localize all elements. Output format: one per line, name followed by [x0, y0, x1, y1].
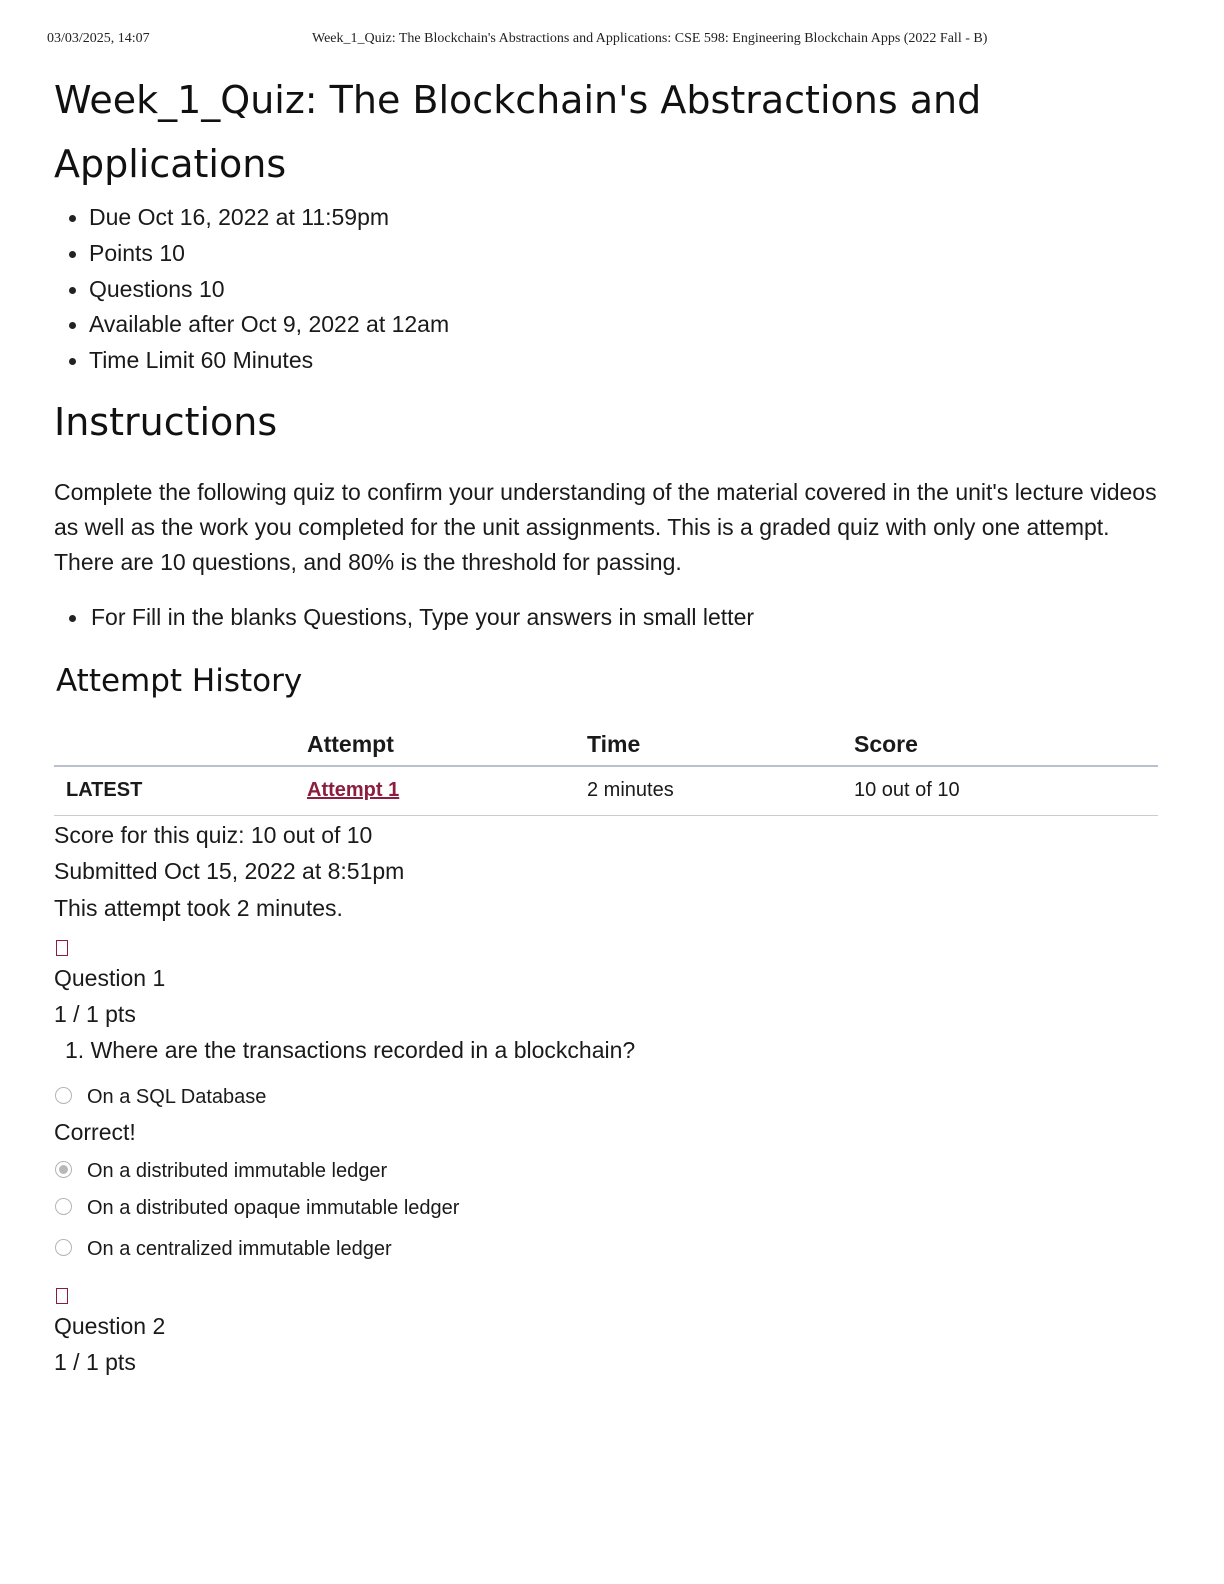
attempt-history-heading: Attempt History — [56, 662, 303, 699]
print-timestamp: 03/03/2025, 14:07 — [47, 31, 150, 46]
print-page-title: Week_1_Quiz: The Blockchain's Abstractions and Applications: CSE 598: Engineering Blockchain Apps (2022 Fall - B) — [312, 31, 988, 46]
quiz-title: Week_1_Quiz: The Blockchain's Abstractions and Applications — [54, 78, 982, 186]
instructions-heading: Instructions — [54, 399, 278, 444]
due-date: Due Oct 16, 2022 at 11:59pm — [54, 200, 1158, 236]
instructions-bullets — [54, 600, 1158, 635]
question-1 — [54, 926, 1158, 1262]
flag-icon[interactable] — [56, 940, 68, 956]
flag-icon[interactable] — [56, 1288, 68, 1304]
answer-label: On a centralized immutable ledger — [87, 1238, 392, 1261]
answer-label: On a SQL Database — [87, 1086, 267, 1109]
question-count: Questions 10 — [54, 272, 1158, 308]
question-text: 1. Where are the transactions recorded in a blockchain? — [65, 1037, 636, 1064]
answer-label: On a distributed immutable ledger — [87, 1160, 388, 1183]
time-limit: Time Limit 60 Minutes — [54, 343, 1158, 379]
quiz-score: Score for this quiz: 10 out of 10 — [54, 821, 373, 848]
instructions-text: Complete the following quiz to confirm your understanding of the material covered in the unit's lecture videos as well as the work you completed for the unit assignments. This is a graded quiz with only one attempt. There are 10 questions, and 80% is the threshold for passing. — [54, 478, 1157, 575]
answer-option[interactable] — [54, 1236, 1158, 1262]
quiz-content — [54, 68, 1158, 1380]
column-header-attempt: Attempt — [307, 725, 587, 766]
column-header-status — [54, 725, 307, 766]
answer-option[interactable] — [54, 1195, 1158, 1221]
correct-answer-label: Correct! — [54, 1119, 136, 1146]
attempt-status: LATEST — [54, 766, 307, 816]
submitted-date: Submitted Oct 15, 2022 at 8:51pm — [54, 858, 405, 885]
radio-button[interactable] — [55, 1239, 72, 1256]
attempt-summary — [54, 817, 1158, 927]
answer-option[interactable] — [54, 1084, 1158, 1110]
radio-button[interactable] — [55, 1087, 72, 1104]
radio-button[interactable] — [55, 1198, 72, 1215]
question-title: Question 1 — [54, 965, 166, 992]
available-date: Available after Oct 9, 2022 at 12am — [54, 307, 1158, 343]
answer-option[interactable] — [54, 1158, 1158, 1184]
points: Points 10 — [54, 236, 1158, 272]
column-header-time: Time — [587, 725, 854, 766]
instructions-bullet: For Fill in the blanks Questions, Type your answers in small letter — [54, 600, 1158, 635]
question-points: 1 / 1 pts — [54, 1349, 136, 1376]
question-points: 1 / 1 pts — [54, 1001, 136, 1028]
attempt-duration: This attempt took 2 minutes. — [54, 894, 343, 921]
question-2 — [54, 1274, 1158, 1380]
attempt-history-table — [54, 725, 1158, 816]
column-header-score: Score — [854, 725, 1158, 766]
quiz-details — [54, 200, 1158, 379]
attempt-1-link[interactable]: Attempt 1 — [307, 779, 400, 802]
radio-button-selected[interactable] — [55, 1161, 72, 1178]
table-row — [54, 766, 1158, 816]
table-header-row — [54, 725, 1158, 766]
answer-label: On a distributed opaque immutable ledger — [87, 1197, 460, 1220]
attempt-score: 10 out of 10 — [854, 766, 1158, 816]
attempt-time: 2 minutes — [587, 766, 854, 816]
attempt-cell — [307, 766, 587, 816]
question-title: Question 2 — [54, 1313, 166, 1340]
